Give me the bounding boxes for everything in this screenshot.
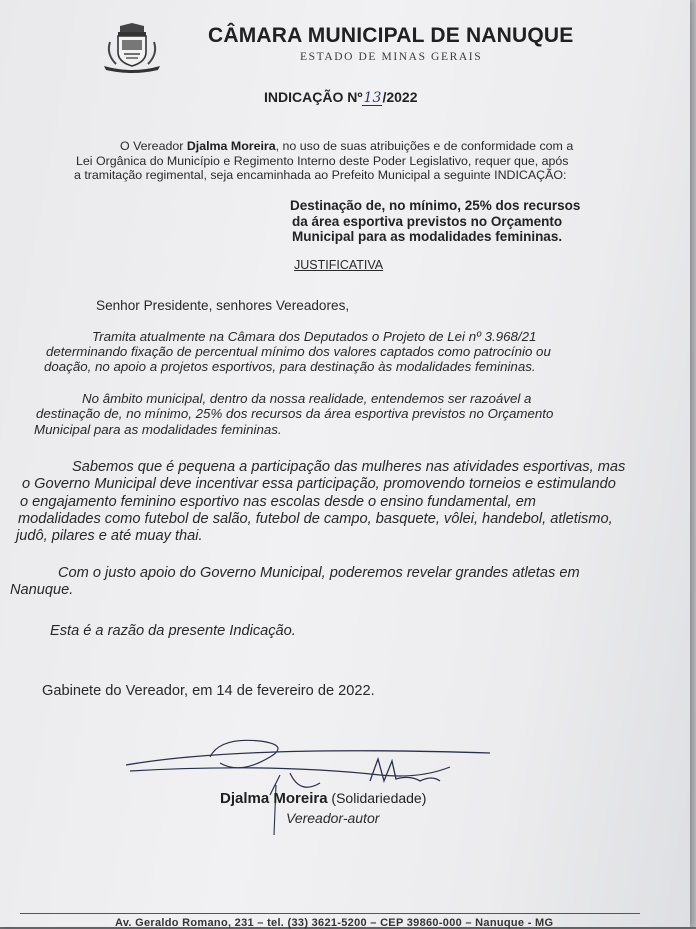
- intro-text: , no uso de suas atribuições e de conformidade com a: [275, 139, 574, 153]
- paragraph-1-line-3: doação, no apoio a projetos esportivos, para destinação às modalidades femininas.: [44, 359, 536, 374]
- page-title: CÂMARA MUNICIPAL DE NANUQUE: [208, 24, 574, 47]
- paragraph-5: Esta é a razão da presente Indicação.: [50, 623, 296, 639]
- paragraph-3-line-5: judô, pilares e até muay thai.: [16, 528, 203, 544]
- subject-line-1: Destinação de, no mínimo, 25% dos recursos: [290, 198, 581, 213]
- signatory-role: Vereador-autor: [286, 810, 380, 826]
- indicacao-year: /2022: [382, 89, 418, 105]
- municipal-crest-icon: [100, 22, 164, 74]
- footer-divider: [20, 913, 640, 914]
- subject-line-2: da área esportiva previstos no Orçamento: [292, 214, 563, 229]
- paragraph-2-line-3: Municipal para as modalidades femininas.: [34, 422, 282, 437]
- paragraph-1-line-1: Tramita atualmente na Câmara dos Deputados o Projeto de Lei nº 3.968/21: [92, 329, 537, 344]
- indicacao-prefix: INDICAÇÃO Nº: [264, 89, 363, 105]
- intro-line-1: [120, 139, 573, 153]
- signatory-name-text: Djalma Moreira: [220, 790, 328, 807]
- councilor-name: Djalma Moreira: [186, 139, 276, 153]
- paragraph-2-line-1: No âmbito municipal, dentro da nossa realidade, entendemos ser razoável a: [82, 391, 532, 406]
- paragraph-3-line-1: Sabemos que é pequena a participação das mulheres nas atividades esportivas, mas: [72, 459, 626, 475]
- intro-line-2: Lei Orgânica do Município e Regimento Interno deste Poder Legislativo, requer que, após: [76, 154, 569, 168]
- paragraph-3-line-4: modalidades como futebol de salão, futebol de campo, basquete, vôlei, handebol, atletismo,: [18, 511, 613, 527]
- paragraph-3-line-3: o engajamento feminino esportivo nas escolas desde o ensino fundamental, em: [20, 494, 536, 510]
- indicacao-number: [264, 89, 418, 106]
- paragraph-3-line-2: o Governo Municipal deve incentivar essa participação, promovendo torneios e estimulando: [22, 476, 616, 492]
- paragraph-4-line-1: Com o justo apoio do Governo Municipal, poderemos revelar grandes atletas em: [58, 565, 580, 581]
- indicacao-handwritten-number: 13: [363, 90, 382, 106]
- signatory-party: (Solidariedade): [327, 790, 427, 806]
- intro-text: O Vereador: [120, 139, 187, 153]
- paragraph-4-line-2: Nanuque.: [10, 582, 74, 598]
- footer-address: Av. Geraldo Romano, 231 – tel. (33) 3621-5200 – CEP 39860-000 – Nanuque - MG: [115, 917, 554, 929]
- paragraph-1-line-2: determinando fixação de percentual mínimo dos valores captados como patrocínio ou: [46, 344, 551, 359]
- paragraph-2-line-2: destinação de, no mínimo, 25% dos recursos da área esportiva previstos no Orçamento: [36, 406, 554, 421]
- subject-line-3: Municipal para as modalidades femininas.: [292, 229, 563, 244]
- salutation: Senhor Presidente, senhores Vereadores,: [96, 298, 350, 313]
- signatory-name: [220, 790, 426, 807]
- intro-line-3: a tramitação regimental, seja encaminhada ao Prefeito Municipal a seguinte INDICAÇÃO:: [74, 168, 567, 182]
- closing-line: Gabinete do Vereador, em 14 de fevereiro de 2022.: [42, 683, 375, 699]
- justificativa-heading: JUSTIFICATIVA: [294, 258, 384, 272]
- page-subtitle: ESTADO DE MINAS GERAIS: [300, 51, 483, 63]
